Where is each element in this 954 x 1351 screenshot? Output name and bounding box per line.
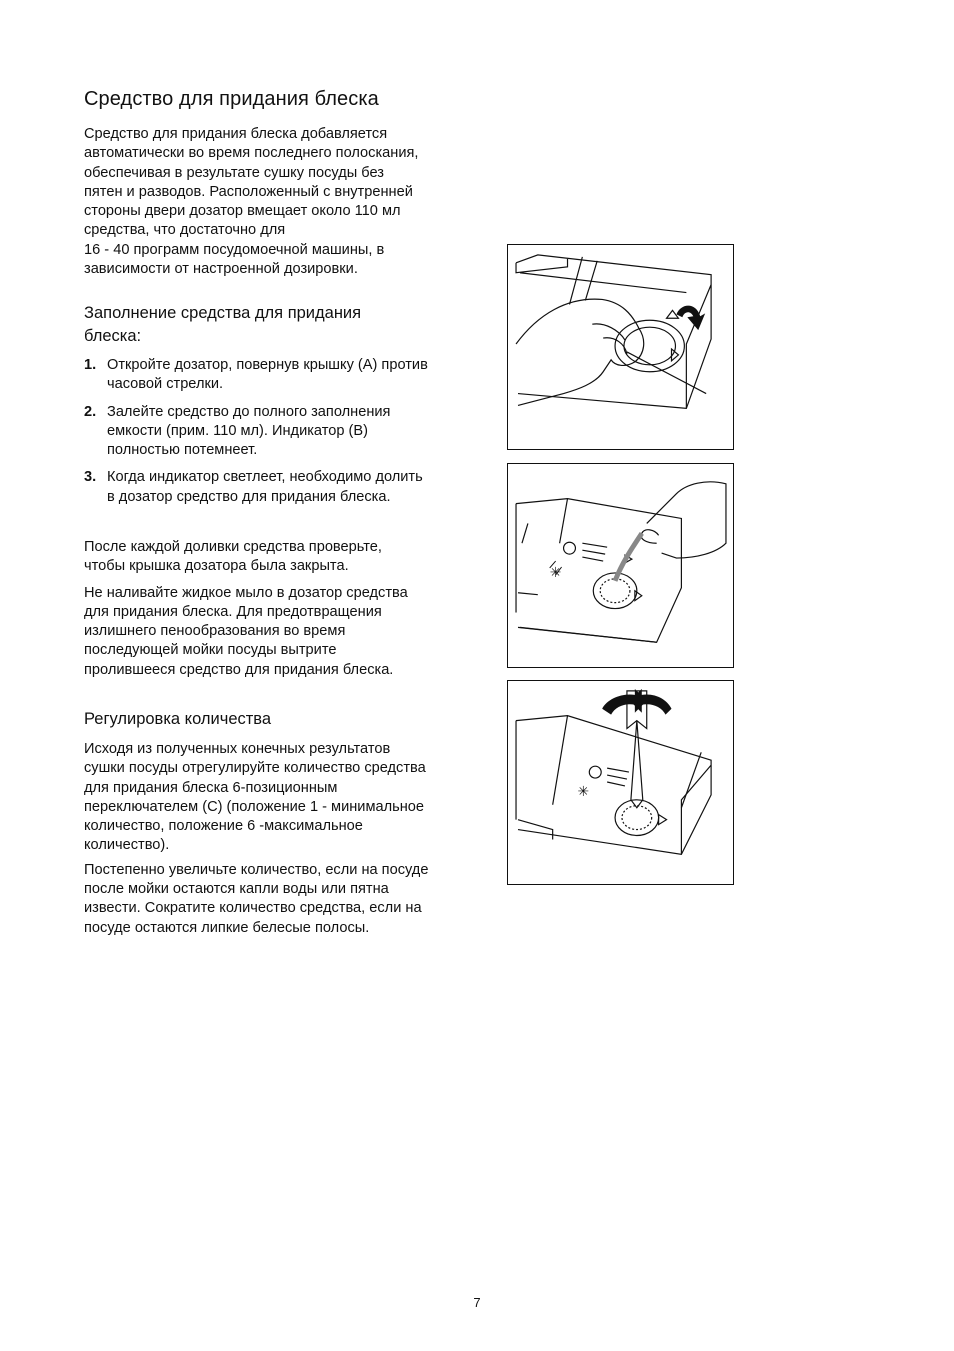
bottle-filling-dispenser-icon: [508, 464, 733, 667]
intro-text: Средство для придания блеска добавляется автоматически во время последнего полоскания, обеспечивая в результате сушку посуды без пятен и разводов. Расположенный с внутренней стороны двери дозатор вмещает около 110 мл средства, что достаточно для 16 - 40 программ посудомоечной машины, в зависимости от настроенной дозировки.: [84, 126, 419, 278]
step-number: 1.: [84, 357, 97, 373]
filling-heading: Заполнение средства для придания блеска:: [84, 304, 362, 345]
adjust-section: [84, 740, 479, 938]
svg-text:✳: ✳: [577, 783, 590, 800]
step-text: Откройте дозатор, повернув крышку (A) против часовой стрелки.: [107, 357, 428, 393]
note-closed-cap: После каждой доливки средства проверьте, чтобы крышка дозатора была закрыта.: [84, 539, 382, 575]
step-text: Залейте средство до полного заполнения емкости (прим. 110 мл). Индикатор (B) полностью потемнеет.: [107, 403, 391, 459]
svg-text:✳: ✳: [549, 564, 562, 581]
step-text: Когда индикатор светлеет, необходимо долить в дозатор средство для придания блеска.: [107, 469, 423, 505]
after-notes: [84, 538, 479, 680]
step-number: 3.: [84, 469, 97, 486]
figure-fill-dispenser: [507, 463, 734, 668]
intro-paragraph: [84, 125, 479, 279]
list-item: [84, 403, 479, 461]
figure-adjust-dial: [507, 680, 734, 885]
figure-open-dispenser: [507, 244, 734, 450]
step-number: 2.: [84, 403, 97, 420]
adjust-paragraph: Постепенно увеличьте количество, если на посуде после мойки остаются капли воды или пятна извести. Сократите количество средства, если на посуде остаются липкие белесые полосы.: [84, 861, 429, 936]
list-item: [84, 356, 479, 395]
screwdriver-adjusting-dial-icon: [508, 681, 733, 884]
steps-list: [84, 356, 479, 515]
page-title: Средство для придания блеска: [84, 88, 379, 110]
note-no-liquid-soap: Не наливайте жидкое мыло в дозатор средства для придания блеска. Для предотвращения излишнего пенообразования во время последующей мойки посуды вытрите пролившееся средство для придания блеска.: [84, 584, 408, 678]
adjust-heading: Регулировка количества: [84, 710, 272, 728]
adjust-paragraph: Исходя из полученных конечных результатов сушки посуды отрегулируйте количество средства для придания блеска 6-позиционным переключателем (C) (положение 1 - минимальное количество, положение 6 -максимальное количество).: [84, 741, 426, 854]
hand-turning-dispenser-cap-icon: [508, 245, 733, 449]
page-number: 7: [473, 1295, 481, 1310]
list-item: [84, 468, 479, 507]
